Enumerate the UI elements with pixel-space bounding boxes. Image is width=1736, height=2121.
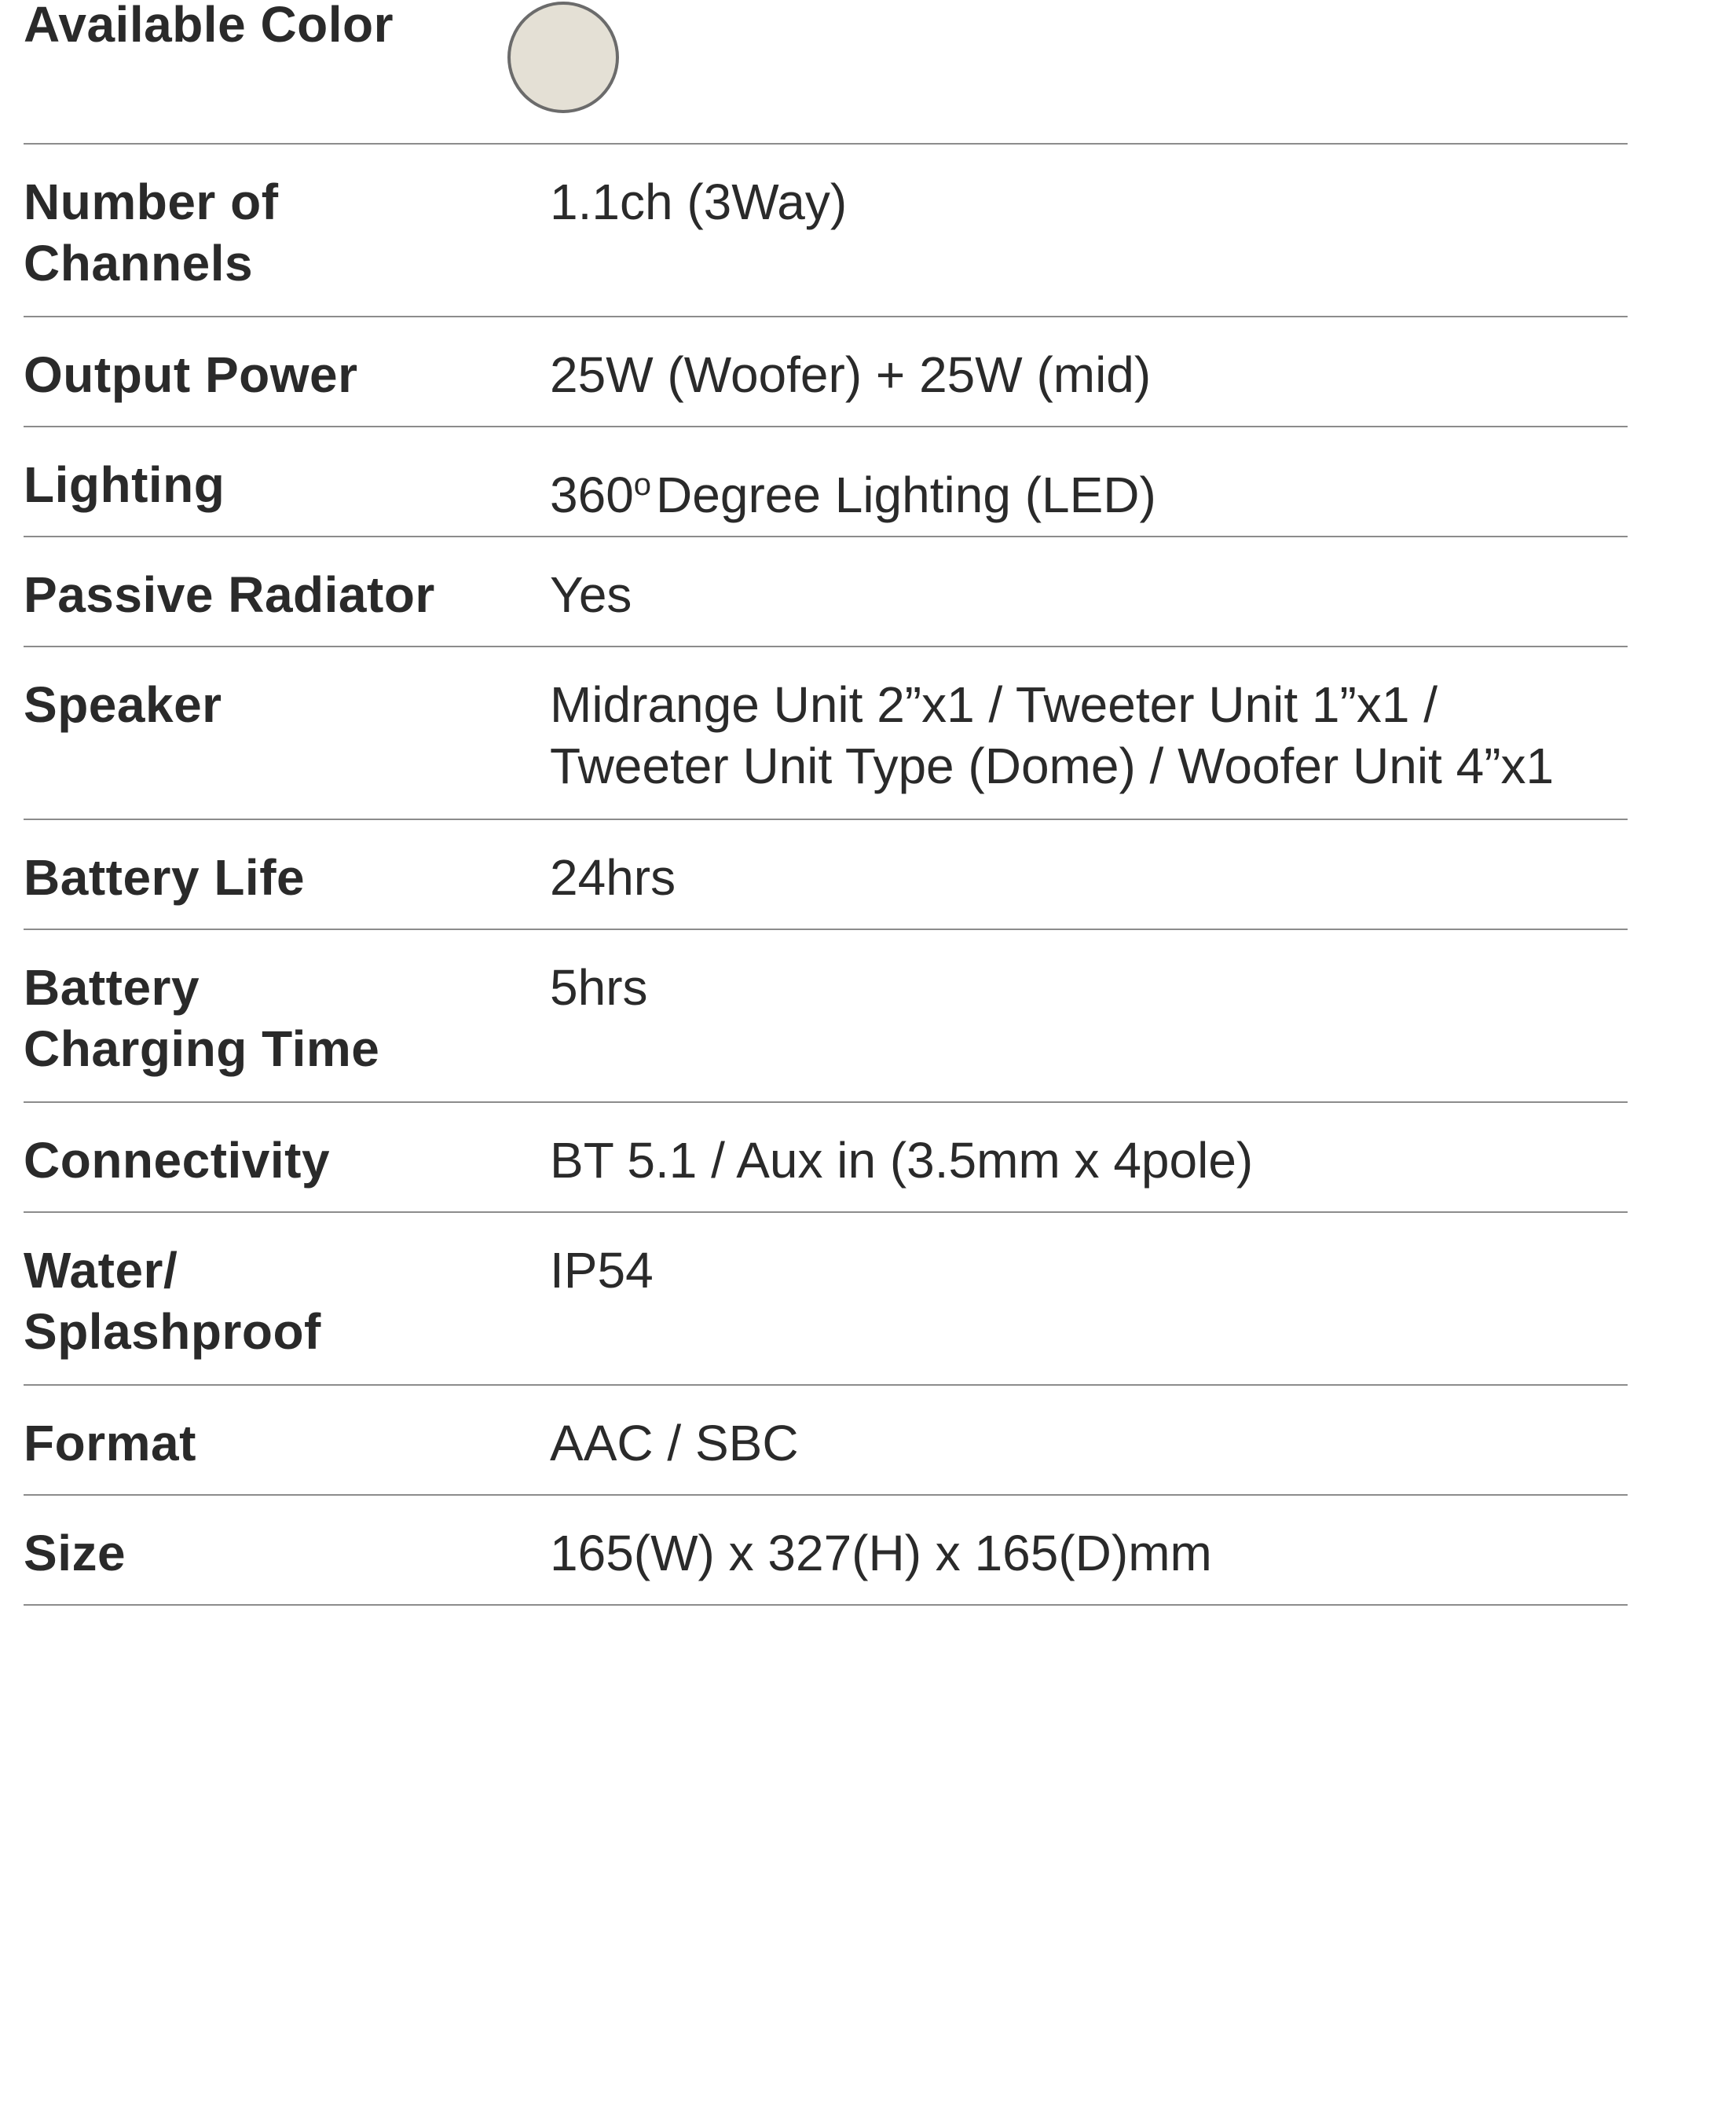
spec-label: Available Color	[24, 0, 394, 53]
spec-value: Yes	[550, 566, 632, 623]
spec-label: Water/ Splashproof	[24, 1242, 321, 1360]
spec-row-speaker	[24, 647, 1628, 820]
spec-value: 25W (Woofer) + 25W (mid)	[550, 346, 1152, 403]
spec-value: Midrange Unit 2”x1 / Tweeter Unit 1”x1 / Tweeter Unit Type (Dome) / Woofer Unit 4”x1	[550, 676, 1555, 794]
spec-row-channels	[24, 145, 1628, 317]
spec-value: BT 5.1 / Aux in (3.5mm x 4pole)	[550, 1132, 1254, 1189]
spec-row-output-power	[24, 317, 1628, 427]
spec-row-passive-radiator	[24, 537, 1628, 647]
lighting-value-rest: Degree Lighting (LED)	[656, 467, 1156, 523]
spec-label: Battery Charging Time	[24, 959, 380, 1077]
spec-value: 165(W) x 327(H) x 165(D)mm	[550, 1525, 1212, 1581]
spec-label: Speaker	[24, 676, 222, 733]
spec-value	[550, 454, 1628, 526]
spec-value: AAC / SBC	[550, 1415, 799, 1471]
spec-value: 1.1ch (3Way)	[550, 174, 848, 230]
degree-symbol: o	[633, 467, 652, 502]
spec-label: Size	[24, 1525, 126, 1581]
spec-row-size	[24, 1496, 1628, 1606]
spec-row-battery-life	[24, 820, 1628, 930]
spec-row-waterproof	[24, 1213, 1628, 1386]
spec-label: Battery Life	[24, 849, 306, 906]
spec-row-lighting	[24, 427, 1628, 537]
spec-row-format	[24, 1386, 1628, 1496]
spec-row-charging-time	[24, 930, 1628, 1103]
spec-label: Passive Radiator	[24, 566, 435, 623]
spec-table	[24, 0, 1628, 1606]
spec-value	[526, 0, 1628, 113]
spec-value: 5hrs	[550, 959, 648, 1016]
spec-label: Lighting	[24, 456, 225, 513]
spec-value: 24hrs	[550, 849, 676, 906]
spec-value: IP54	[550, 1242, 654, 1299]
spec-label: Format	[24, 1415, 196, 1471]
spec-row-available-color	[24, 0, 1628, 145]
spec-label: Connectivity	[24, 1132, 331, 1189]
spec-label: Number of Channels	[24, 174, 279, 291]
spec-label: Output Power	[24, 346, 358, 403]
lighting-value-main: 360	[550, 467, 634, 523]
spec-row-connectivity	[24, 1103, 1628, 1213]
color-swatch[interactable]	[507, 2, 619, 113]
